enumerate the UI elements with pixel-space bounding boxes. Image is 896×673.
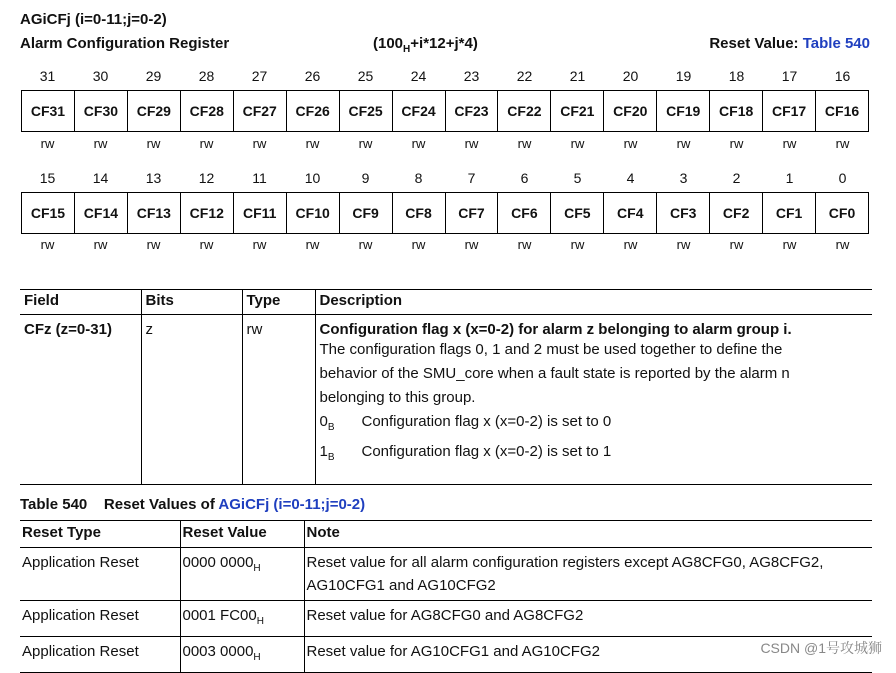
address-sub: H <box>403 44 411 55</box>
description-header: Description <box>315 290 872 315</box>
reset-table-title <box>20 496 365 513</box>
bit-number: 31 <box>39 68 56 84</box>
bit-field: CF9 <box>340 193 393 233</box>
access-type: rw <box>146 237 161 252</box>
access-type: rw <box>729 237 744 252</box>
register-address <box>373 35 478 55</box>
access-type: rw <box>623 237 638 252</box>
bit-number: 13 <box>145 170 162 186</box>
access-type: rw <box>782 136 797 151</box>
bit-field: CF13 <box>128 193 181 233</box>
reset-table-title-prefix: Table 540 Reset Values of <box>20 496 219 513</box>
reset-value-cell <box>180 637 304 673</box>
access-type: rw <box>464 136 479 151</box>
lower-access-row <box>21 237 869 252</box>
reset-table-header <box>20 521 872 548</box>
bit-field: CF8 <box>393 193 446 233</box>
bit-field: CF5 <box>551 193 604 233</box>
bit-field: CF10 <box>287 193 340 233</box>
bit-number: 2 <box>732 170 741 186</box>
access-type: rw <box>570 237 585 252</box>
bit-field: CF17 <box>763 91 816 131</box>
reset-type-cell: Application Reset <box>20 548 180 601</box>
access-type: rw <box>729 136 744 151</box>
bits-cell: z <box>141 315 242 485</box>
upper-bit-numbers <box>21 68 869 84</box>
access-type: rw <box>93 237 108 252</box>
lower-bit-fields <box>21 192 869 234</box>
bit-field: CF7 <box>446 193 499 233</box>
access-type: rw <box>146 136 161 151</box>
access-type: rw <box>517 237 532 252</box>
reset-type-header: Reset Type <box>20 521 180 548</box>
access-type: rw <box>464 237 479 252</box>
table-row <box>20 637 872 673</box>
bit-number: 12 <box>198 170 215 186</box>
bit-field: CF0 <box>828 205 856 221</box>
bits-header: Bits <box>141 290 242 315</box>
reset-value-cell <box>180 548 304 601</box>
register-long-name: Alarm Configuration Register <box>20 35 230 52</box>
address-suffix: +i*12+j*4) <box>410 35 478 52</box>
bit-number: 22 <box>516 68 533 84</box>
note-cell: Reset value for AG8CFG0 and AG8CFG2 <box>304 601 872 637</box>
note-header: Note <box>304 521 872 548</box>
bit-number: 21 <box>569 68 586 84</box>
bit-number: 3 <box>679 170 688 186</box>
reset-value-cell <box>180 601 304 637</box>
reset-value-sub: H <box>253 563 261 574</box>
bit-number: 0 <box>838 170 847 186</box>
access-type: rw <box>93 136 108 151</box>
access-type: rw <box>199 136 214 151</box>
enum-text: Configuration flag x (x=0-2) is set to 1 <box>361 443 612 460</box>
bit-field: CF2 <box>710 193 763 233</box>
bit-field: CF12 <box>181 193 234 233</box>
enum-text: Configuration flag x (x=0-2) is set to 0 <box>361 413 612 430</box>
note-cell: Reset value for AG10CFG1 and AG10CFG2 <box>304 637 872 673</box>
bit-field: CF25 <box>340 91 393 131</box>
reset-value-sub: H <box>256 616 264 627</box>
bit-field: CF22 <box>498 91 551 131</box>
upper-bit-fields <box>21 90 869 132</box>
bit-field: CF6 <box>498 193 551 233</box>
access-type: rw <box>199 237 214 252</box>
access-type: rw <box>623 136 638 151</box>
reset-label: Reset Value: <box>709 35 803 52</box>
reset-value: 0001 FC00 <box>182 607 257 624</box>
bit-number: 20 <box>622 68 639 84</box>
bit-number: 11 <box>252 170 267 186</box>
access-type: rw <box>835 136 850 151</box>
bit-number: 8 <box>414 170 423 186</box>
description-line: The configuration flags 0, 1 and 2 must be used together to define the <box>319 341 783 358</box>
note-cell: Reset value for all alarm configuration registers except AG8CFG0, AG8CFG2, AG10CFG1 and AG10CFG2 <box>304 548 872 601</box>
bit-field: CF4 <box>604 193 657 233</box>
register-short-name: AGiCFj (i=0-11;j=0-2) <box>20 11 167 28</box>
reset-table-link[interactable]: Table 540 <box>802 35 870 52</box>
bit-field: CF14 <box>75 193 128 233</box>
enum-sub: B <box>327 452 335 463</box>
bit-field: CF27 <box>234 91 287 131</box>
bit-field: CF26 <box>287 91 340 131</box>
bit-number: 27 <box>251 68 268 84</box>
bit-number: 10 <box>304 170 321 186</box>
bit-number: 17 <box>781 68 798 84</box>
access-type: rw <box>305 136 320 151</box>
reset-value-header: Reset Value <box>180 521 304 548</box>
bit-field: CF3 <box>657 193 710 233</box>
bit-field: CF20 <box>604 91 657 131</box>
reset-table-title-link[interactable]: AGiCFj (i=0-11;j=0-2) <box>218 496 366 513</box>
bit-field: CF1 <box>763 193 816 233</box>
enum-sub: B <box>327 422 335 433</box>
watermark: CSDN @1号攻城狮 <box>760 640 882 656</box>
bit-number: 19 <box>675 68 692 84</box>
bit-number: 15 <box>39 170 56 186</box>
bit-field: CF24 <box>393 91 446 131</box>
table-row <box>20 548 872 601</box>
reset-table <box>20 520 872 673</box>
type-header: Type <box>242 290 315 315</box>
bit-field: CF16 <box>824 103 860 119</box>
reset-type-cell: Application Reset <box>20 601 180 637</box>
table-row <box>20 601 872 637</box>
bit-number: 1 <box>785 170 794 186</box>
access-type: rw <box>252 237 267 252</box>
bit-number: 6 <box>520 170 529 186</box>
bit-number: 28 <box>198 68 215 84</box>
access-type: rw <box>411 237 426 252</box>
access-type: rw <box>676 237 691 252</box>
field-header: Field <box>20 290 141 315</box>
bit-field: CF23 <box>446 91 499 131</box>
bit-field: CF19 <box>657 91 710 131</box>
access-type: rw <box>570 136 585 151</box>
type-cell: rw <box>242 315 315 485</box>
enum-code: 0 <box>319 413 328 430</box>
bit-number: 29 <box>145 68 162 84</box>
description-title: Configuration flag x (x=0-2) for alarm z belonging to alarm group i. <box>319 321 792 338</box>
enum-item <box>320 440 869 470</box>
bit-number: 23 <box>463 68 480 84</box>
enum-item <box>320 410 869 440</box>
bit-field: CF31 <box>22 91 75 131</box>
bit-field: CF30 <box>75 91 128 131</box>
bit-number: 9 <box>361 170 370 186</box>
upper-access-row <box>21 136 869 151</box>
field-table <box>20 289 872 485</box>
reset-value: 0000 0000 <box>182 554 254 571</box>
field-table-header <box>20 290 872 315</box>
access-type: rw <box>411 136 426 151</box>
address-prefix: (100 <box>373 35 404 52</box>
reset-value-label <box>709 35 870 52</box>
access-type: rw <box>305 237 320 252</box>
bit-field: CF11 <box>234 193 287 233</box>
reset-value: 0003 0000 <box>182 643 254 660</box>
access-type: rw <box>358 136 373 151</box>
reset-type-cell: Application Reset <box>20 637 180 673</box>
bit-field: CF28 <box>181 91 234 131</box>
access-type: rw <box>40 237 55 252</box>
access-type: rw <box>517 136 532 151</box>
lower-bit-numbers <box>21 170 869 186</box>
bit-number: 18 <box>728 68 745 84</box>
description-cell <box>315 315 872 485</box>
bit-field: CF21 <box>551 91 604 131</box>
access-type: rw <box>835 237 850 252</box>
bit-field: CF29 <box>128 91 181 131</box>
access-type: rw <box>40 136 55 151</box>
description-line: behavior of the SMU_core when a fault state is reported by the alarm n <box>319 365 790 382</box>
description-line: belonging to this group. <box>319 389 476 406</box>
bit-number: 25 <box>357 68 374 84</box>
bit-number: 26 <box>304 68 321 84</box>
bit-number: 30 <box>92 68 109 84</box>
access-type: rw <box>676 136 691 151</box>
bit-number: 16 <box>834 68 851 84</box>
table-row <box>20 315 872 485</box>
bit-number: 5 <box>573 170 582 186</box>
bit-number: 4 <box>626 170 635 186</box>
reset-value-sub: H <box>253 652 261 663</box>
access-type: rw <box>782 237 797 252</box>
field-cell: CFz (z=0-31) <box>20 315 141 485</box>
enum-code: 1 <box>319 443 328 460</box>
bit-field: CF15 <box>22 193 75 233</box>
access-type: rw <box>358 237 373 252</box>
bit-number: 14 <box>92 170 109 186</box>
bit-field: CF18 <box>710 91 763 131</box>
bit-number: 7 <box>467 170 476 186</box>
bit-number: 24 <box>410 68 427 84</box>
access-type: rw <box>252 136 267 151</box>
